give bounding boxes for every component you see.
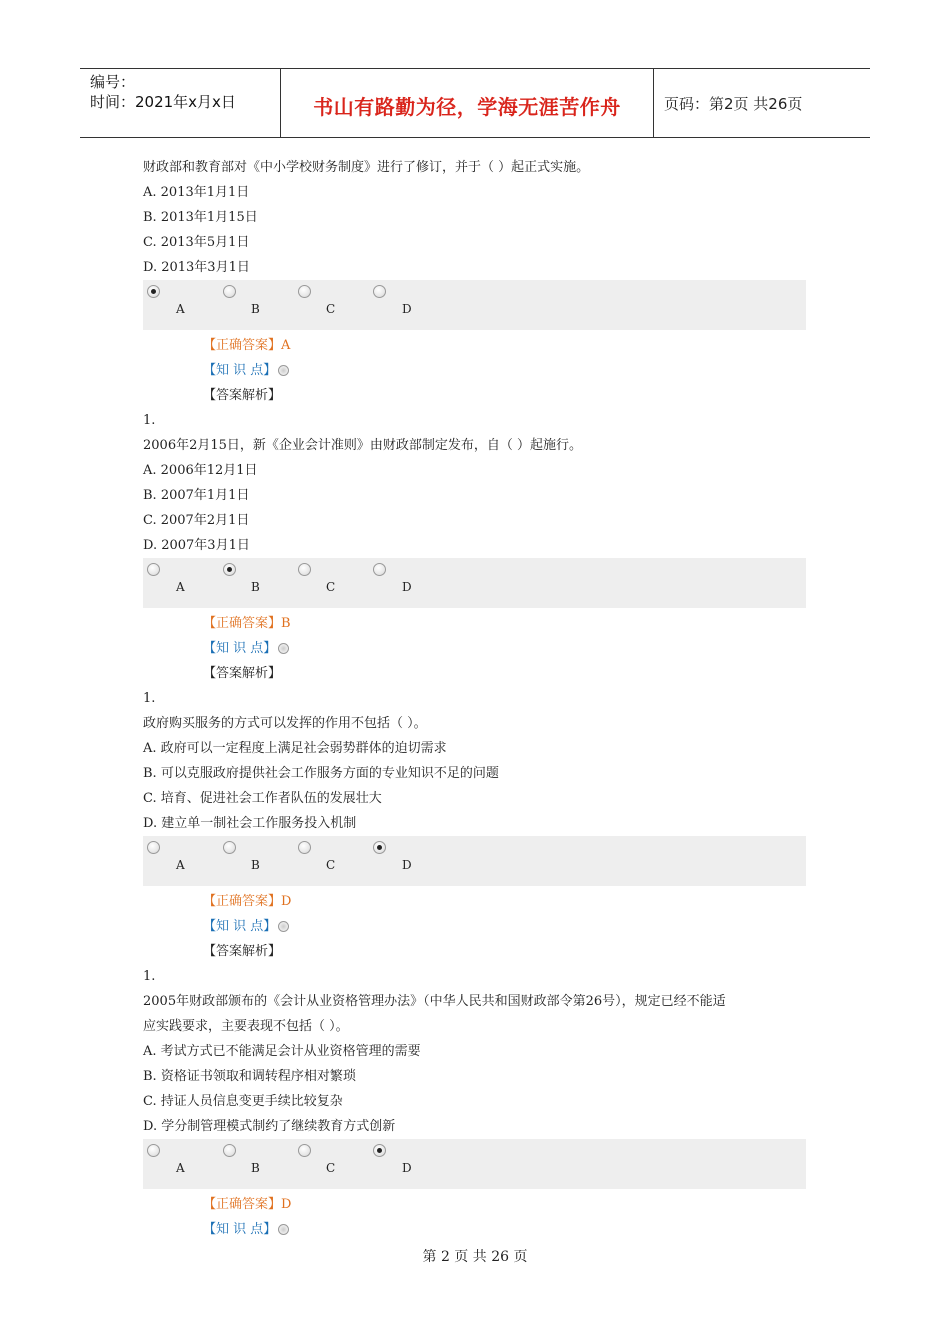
option-text: A. 2013年1月1日 [143,185,250,200]
radio-label: D [402,858,412,872]
option-text: A. 政府可以一定程度上满足社会弱势群体的迫切需求 [143,741,447,756]
question-stem: 2005年财政部颁布的《会计从业资格管理办法》（中华人民共和国财政部令第26号），规定已经不能适 [143,994,726,1009]
radio-label: C [326,580,336,594]
time-label: 时间：2021年x月x日 [90,93,236,111]
knowledge-icon [278,365,289,376]
radio-button[interactable] [223,1144,236,1157]
option-text: D. 学分制管理模式制约了继续教育方式创新 [143,1119,396,1134]
radio-label: D [402,1161,412,1175]
question-list [143,155,823,1242]
radio-button[interactable] [223,841,236,854]
radio-label: D [402,302,412,316]
radio-label: B [251,580,260,594]
answer-analysis: 【答案解析】 [203,666,282,681]
option-text: B. 2007年1月1日 [143,488,250,503]
knowledge-point [143,914,823,939]
radio-label: C [326,858,336,872]
knowledge-icon [278,1224,289,1235]
knowledge-icon [278,921,289,932]
question-stem: 财政部和教育部对《中小学校财务制度》进行了修订，并于（ ）起正式实施。 [143,160,590,175]
radio-label: B [251,302,260,316]
question-number: 1. [143,691,156,706]
radio-label: A [176,580,185,594]
page-label: 页码：第2页 共26页 [664,95,803,113]
option-text: B. 可以克服政府提供社会工作服务方面的专业知识不足的问题 [143,766,499,781]
radio-button[interactable] [223,563,236,576]
radio-group [143,836,806,886]
question-stem: 2006年2月15日，新《企业会计准则》由财政部制定发布，自（ ）起施行。 [143,438,583,453]
option-text: A. 2006年12月1日 [143,463,258,478]
knowledge-label: 【知 识 点】 [203,919,277,934]
question-stem: 政府购买服务的方式可以发挥的作用不包括（ ）。 [143,716,427,731]
radio-button[interactable] [298,1144,311,1157]
option-text: C. 持证人员信息变更手续比较复杂 [143,1094,343,1109]
option-text: B. 2013年1月15日 [143,210,258,225]
radio-group [143,280,806,330]
question-block [143,155,823,408]
radio-label: C [326,302,336,316]
radio-button[interactable] [373,841,386,854]
knowledge-point [143,1217,823,1242]
knowledge-point [143,636,823,661]
answer-analysis: 【答案解析】 [203,944,282,959]
radio-button[interactable] [298,563,311,576]
radio-label: B [251,1161,260,1175]
question-number: 1. [143,969,156,984]
radio-button[interactable] [298,841,311,854]
radio-button[interactable] [373,563,386,576]
radio-label: A [176,302,185,316]
option-text: C. 2013年5月1日 [143,235,250,250]
question-number: 1. [143,413,156,428]
option-text: C. 2007年2月1日 [143,513,250,528]
radio-button[interactable] [147,841,160,854]
radio-label: A [176,858,185,872]
option-text: D. 建立单一制社会工作服务投入机制 [143,816,357,831]
question-stem: 应实践要求，主要表现不包括（ ）。 [143,1019,349,1034]
question-block [143,686,823,964]
knowledge-label: 【知 识 点】 [203,641,277,656]
question-block [143,408,823,686]
radio-button[interactable] [147,1144,160,1157]
radio-label: C [326,1161,336,1175]
radio-group [143,558,806,608]
radio-button[interactable] [298,285,311,298]
option-text: C. 培育、促进社会工作者队伍的发展壮大 [143,791,382,806]
header-motto-cell [281,69,654,137]
number-label: 编号： [90,73,136,91]
option-text: D. 2007年3月1日 [143,538,250,553]
answer-analysis: 【答案解析】 [203,388,282,403]
radio-button[interactable] [373,1144,386,1157]
knowledge-label: 【知 识 点】 [203,1222,277,1237]
radio-label: D [402,580,412,594]
page-header [80,68,870,138]
correct-answer: 【正确答案】D [203,1197,292,1212]
correct-answer: 【正确答案】B [203,616,291,631]
option-text: B. 资格证书领取和调转程序相对繁琐 [143,1069,356,1084]
question-block [143,964,823,1242]
correct-answer: 【正确答案】A [203,338,291,353]
option-text: D. 2013年3月1日 [143,260,250,275]
knowledge-icon [278,643,289,654]
radio-button[interactable] [147,563,160,576]
motto: 书山有路勤为径，学海无涯苦作舟 [313,95,621,119]
radio-button[interactable] [223,285,236,298]
knowledge-label: 【知 识 点】 [203,363,277,378]
radio-label: A [176,1161,185,1175]
radio-label: B [251,858,260,872]
radio-button[interactable] [373,285,386,298]
page-footer: 第 2 页 共 26 页 [422,1249,528,1265]
correct-answer: 【正确答案】D [203,894,292,909]
header-info-cell [80,69,281,137]
radio-button[interactable] [147,285,160,298]
option-text: A. 考试方式已不能满足会计从业资格管理的需要 [143,1044,421,1059]
knowledge-point [143,358,823,383]
radio-group [143,1139,806,1189]
header-page-cell [654,69,870,137]
